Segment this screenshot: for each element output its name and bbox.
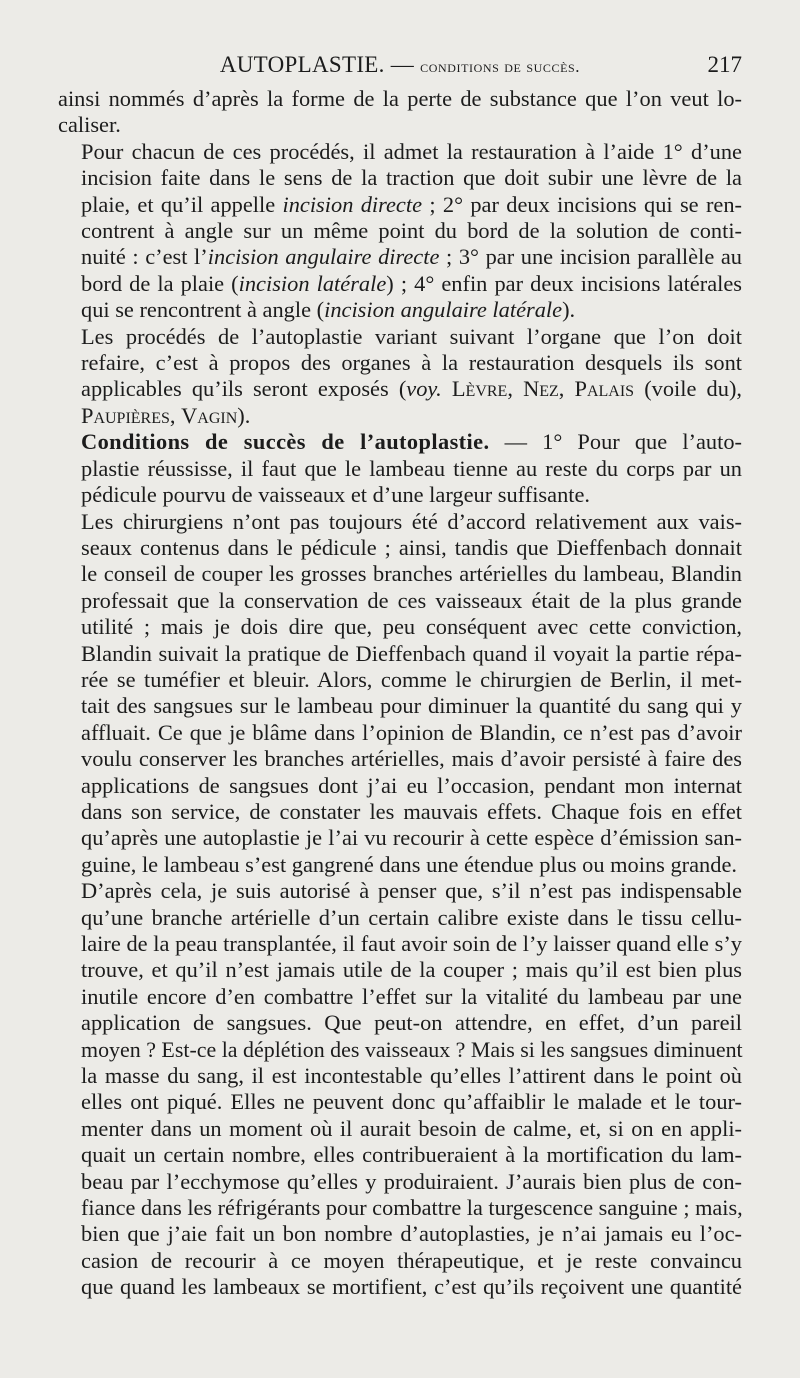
paragraph [58,878,742,1301]
text-line: quait un certain nombre, elles contribueraient à la mortification du lam- [81,1142,742,1168]
paragraph [58,324,742,430]
text-line: bien que j’aie fait un bon nombre d’autoplasties, je n’ai jamais eu l’oc- [81,1221,742,1247]
text-line: menter dans un moment où il aurait besoin de calme, et, si on en appli- [81,1115,742,1141]
text-line: que quand les lambeaux se mortifient, c’est qu’ils reçoivent une quantité [81,1274,742,1300]
text-line: rée se tuméfier et bleuir. Alors, comme le chirurgien de Berlin, il met- [81,666,742,692]
text-line: qu’après une autoplastie je l’ai vu recourir à cette espèce d’émission san- [81,825,742,851]
text-line: professait que la conservation de ces vaisseaux était de la plus grande [81,587,742,613]
text-line: Paupières, Vagin). [81,402,251,428]
text-line: ainsi nommés d’après la forme de la perte de substance que l’on veut lo- [58,86,742,111]
body-text [58,86,742,1301]
text-line: plastie réussisse, il faut que le lambeau tienne au reste du corps par un [81,455,742,481]
text-line: Pour chacun de ces procédés, il admet la restauration à l’aide 1° d’une [81,138,742,164]
text-line: tait des sangsues sur le lambeau pour diminuer la quantité du sang qui y [81,693,742,719]
running-title-sub: conditions de succès. [420,57,581,76]
text-line: beau par l’ecchymose qu’elles y produiraient. J’aurais bien plus de con- [81,1168,742,1194]
text-line: Les procédés de l’autoplastie variant suivant l’organe que l’on doit [81,323,742,349]
text-line: laire de la peau transplantée, il faut avoir soin de l’y laisser quand elle s’y [81,931,742,956]
text-line: qui se rencontrent à angle (incision angulaire latérale). [81,297,576,323]
text-line: moyen ? Est-ce la déplétion des vaisseaux ? Mais si les sangsues diminuent [81,1036,743,1062]
text-line: qu’une branche artérielle d’un certain calibre existe dans le tissu cellu- [81,904,742,930]
paragraph [58,139,742,324]
text-line: la masse du sang, il est incontestable qu’elles l’attirent dans le point où [81,1063,742,1089]
text-line: affluait. Ce que je blâme dans l’opinion de Blandin, ce n’est pas d’avoir [81,719,742,745]
running-title-dash: — [384,52,421,77]
text-line: Les chirurgiens n’ont pas toujours été d’accord relativement aux vais- [81,508,742,534]
text-line: incision faite dans le sens de la traction que doit subir une lèvre de la [81,165,742,191]
text-line: bord de la plaie (incision latérale) ; 4° enfin par deux incisions latérales [81,270,743,296]
running-title [58,48,742,84]
text-line: application de sangsues. Que peut-on attendre, en effet, d’un pareil [81,1010,742,1036]
text-line: seaux contenus dans le pédicule ; ainsi, tandis que Dieffenbach donnait [81,534,742,560]
text-line: fiance dans les réfrigérants pour combattre la turgescence sanguine ; mais, [81,1195,743,1221]
text-line: contrent à angle sur un même point du bord de la solution de conti- [81,218,742,244]
text-line: Conditions de succès de l’autoplastie. — 1° Pour que l’auto- [81,429,742,455]
text-line: voulu conserver les branches artérielles, mais d’avoir persisté à faire des [81,746,742,772]
text-line: caliser. [58,112,121,138]
text-line: refaire, c’est à propos des organes à la restauration desquels ils sont [81,350,742,376]
paragraph [58,509,742,879]
text-line: plaie, et qu’il appelle incision directe ; 2° par deux incisions qui se ren- [81,191,742,217]
text-line: nuité : c’est l’incision angulaire directe ; 3° par une incision parallèle au [81,244,742,270]
text-line: trouve, et qu’il n’est jamais utile de la couper ; mais qu’il est bien plus [81,957,742,983]
text-line: le conseil de couper les grosses branches artérielles du lambeau, Blandin [81,561,742,587]
text-line: utilité ; mais je dois dire que, peu conséquent avec cette conviction, [81,614,742,640]
running-header [58,48,742,82]
text-line: guine, le lambeau s’est gangrené dans une étendue plus ou moins grande. [81,851,737,877]
text-line: dans son service, de constater les mauvais effets. Chaque fois en effet [81,798,742,824]
running-title-main: AUTOPLASTIE. [219,52,385,77]
text-line: inutile encore d’en combattre l’effet sur la vitalité du lambeau par une [81,983,742,1009]
text-line: applicables qu’ils seront exposés (voy. Lèvre, Nez, Palais (voile du), [81,376,743,402]
text-line: casion de recourir à ce moyen thérapeutique, et je reste convaincu [81,1247,742,1273]
text-line: applications de sangsues dont j’ai eu l’occasion, pendant mon internat [81,772,742,798]
text-line: pédicule pourvu de vaisseaux et d’une largeur suffisante. [81,482,591,508]
text-line: D’après cela, je suis autorisé à penser que, s’il n’est pas indispensable [81,878,742,904]
text-line: elles ont piqué. Elles ne peuvent donc qu’affaiblir le malade et le tour- [81,1089,742,1115]
text-line: Blandin suivait la pratique de Dieffenbach quand il voyait la partie répa- [81,640,742,666]
page-number: 217 [707,52,742,77]
paragraph [58,86,742,139]
paragraph [58,429,742,508]
